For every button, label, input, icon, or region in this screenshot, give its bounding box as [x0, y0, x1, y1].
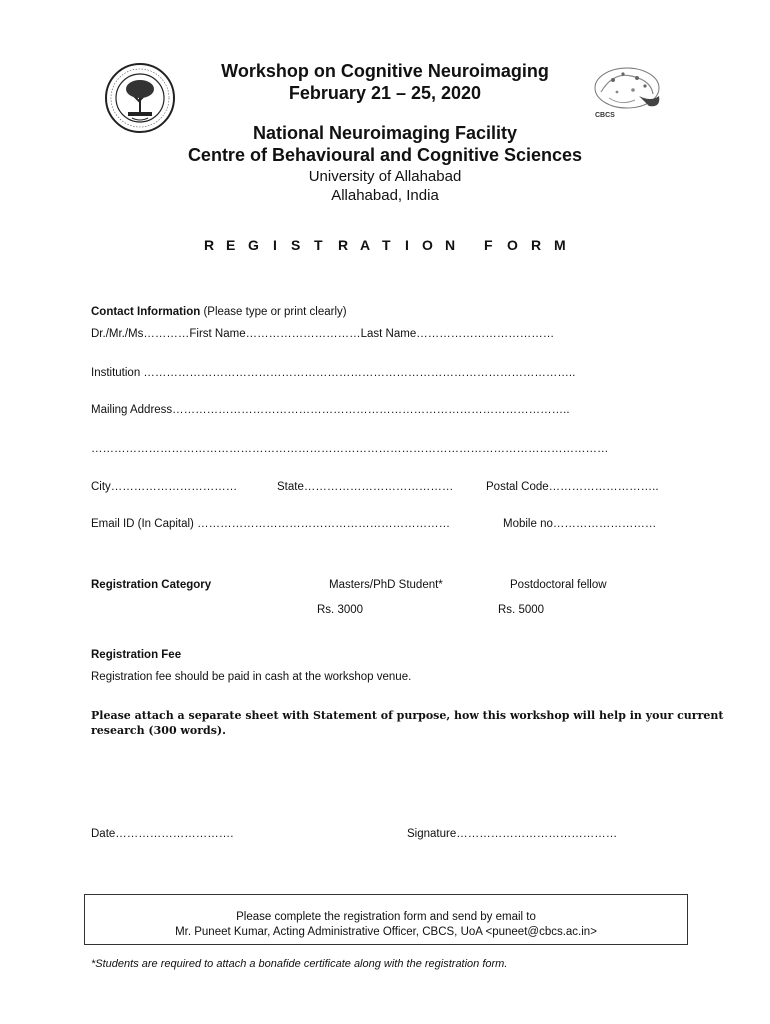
- registration-category-heading: Registration Category: [91, 579, 212, 591]
- institution-field[interactable]: Institution …………………………………………………………………………………………………..: [91, 367, 576, 379]
- registration-fee-text: Registration fee should be paid in cash at the workshop venue.: [91, 671, 412, 683]
- mailing-address-field[interactable]: Mailing Address…………………………………………………………………………………………..: [91, 404, 570, 416]
- form-title-letter: I: [273, 237, 277, 253]
- form-title-letter: R: [531, 237, 542, 253]
- state-field[interactable]: State…………………………………: [277, 481, 454, 493]
- form-title-letter: F: [484, 237, 493, 253]
- city-field[interactable]: City……………………………: [91, 481, 238, 493]
- form-title-letter: S: [291, 237, 301, 253]
- facility-name: National Neuroimaging Facility: [252, 123, 518, 143]
- submission-note-line1: Please complete the registration form and send by email to: [236, 911, 536, 923]
- mailing-address-line2-field[interactable]: ………………………………………………………………………………………………………………………: [91, 443, 609, 455]
- name-field[interactable]: Dr./Mr./Ms…………First Name…………………………Last Name………………………………: [91, 328, 555, 340]
- form-title-letter: T: [314, 237, 323, 253]
- form-title-letter: I: [405, 237, 409, 253]
- category-option-postdoc[interactable]: Postdoctoral fellow: [510, 579, 607, 591]
- cbcs-logo-text: CBCS: [595, 112, 615, 119]
- registration-fee-heading: Registration Fee: [91, 649, 182, 661]
- contact-heading-row: [91, 306, 347, 318]
- email-field[interactable]: Email ID (In Capital) …………………………………………………………: [91, 518, 451, 530]
- location: Allahabad, India: [331, 187, 439, 204]
- postal-code-field[interactable]: Postal Code………………………..: [486, 481, 659, 493]
- form-title-letter: G: [248, 237, 259, 253]
- statement-instruction-line2: research (300 words).: [91, 724, 226, 737]
- workshop-title: Workshop on Cognitive Neuroimaging: [221, 61, 549, 81]
- workshop-dates: February 21 – 25, 2020: [288, 83, 482, 103]
- form-title-letter: A: [360, 237, 371, 253]
- submission-note-line2: Mr. Puneet Kumar, Acting Administrative Officer, CBCS, UoA <puneet@cbcs.ac.in>: [175, 926, 597, 938]
- form-title-letter: T: [382, 237, 391, 253]
- signature-field[interactable]: Signature……………………………………: [407, 828, 618, 840]
- date-field[interactable]: Date………………………….: [91, 828, 234, 840]
- form-title-letter: M: [554, 237, 566, 253]
- form-title-letter: R: [338, 237, 349, 253]
- submission-note-box: [84, 894, 688, 945]
- form-title-letter: O: [507, 237, 518, 253]
- form-title-letter: E: [226, 237, 236, 253]
- student-fee: Rs. 3000: [317, 604, 364, 616]
- statement-instruction-line1: Please attach a separate sheet with Statement of purpose, how this workshop will help in your current: [91, 709, 724, 722]
- postdoc-fee: Rs. 5000: [498, 604, 545, 616]
- contact-heading-note: (Please type or print clearly): [200, 306, 347, 318]
- mobile-field[interactable]: Mobile no………………………: [503, 518, 657, 530]
- university-name: University of Allahabad: [308, 168, 462, 185]
- category-option-student[interactable]: Masters/PhD Student*: [329, 579, 443, 591]
- centre-name: Centre of Behavioural and Cognitive Sciences: [187, 145, 583, 165]
- form-title-letter: R: [204, 237, 215, 253]
- contact-heading: Contact Information: [91, 306, 201, 318]
- footnote: *Students are required to attach a bonafide certificate along with the registration form.: [91, 958, 508, 970]
- form-title-letter: O: [422, 237, 433, 253]
- form-title: [204, 237, 584, 257]
- form-title-letter: N: [445, 237, 456, 253]
